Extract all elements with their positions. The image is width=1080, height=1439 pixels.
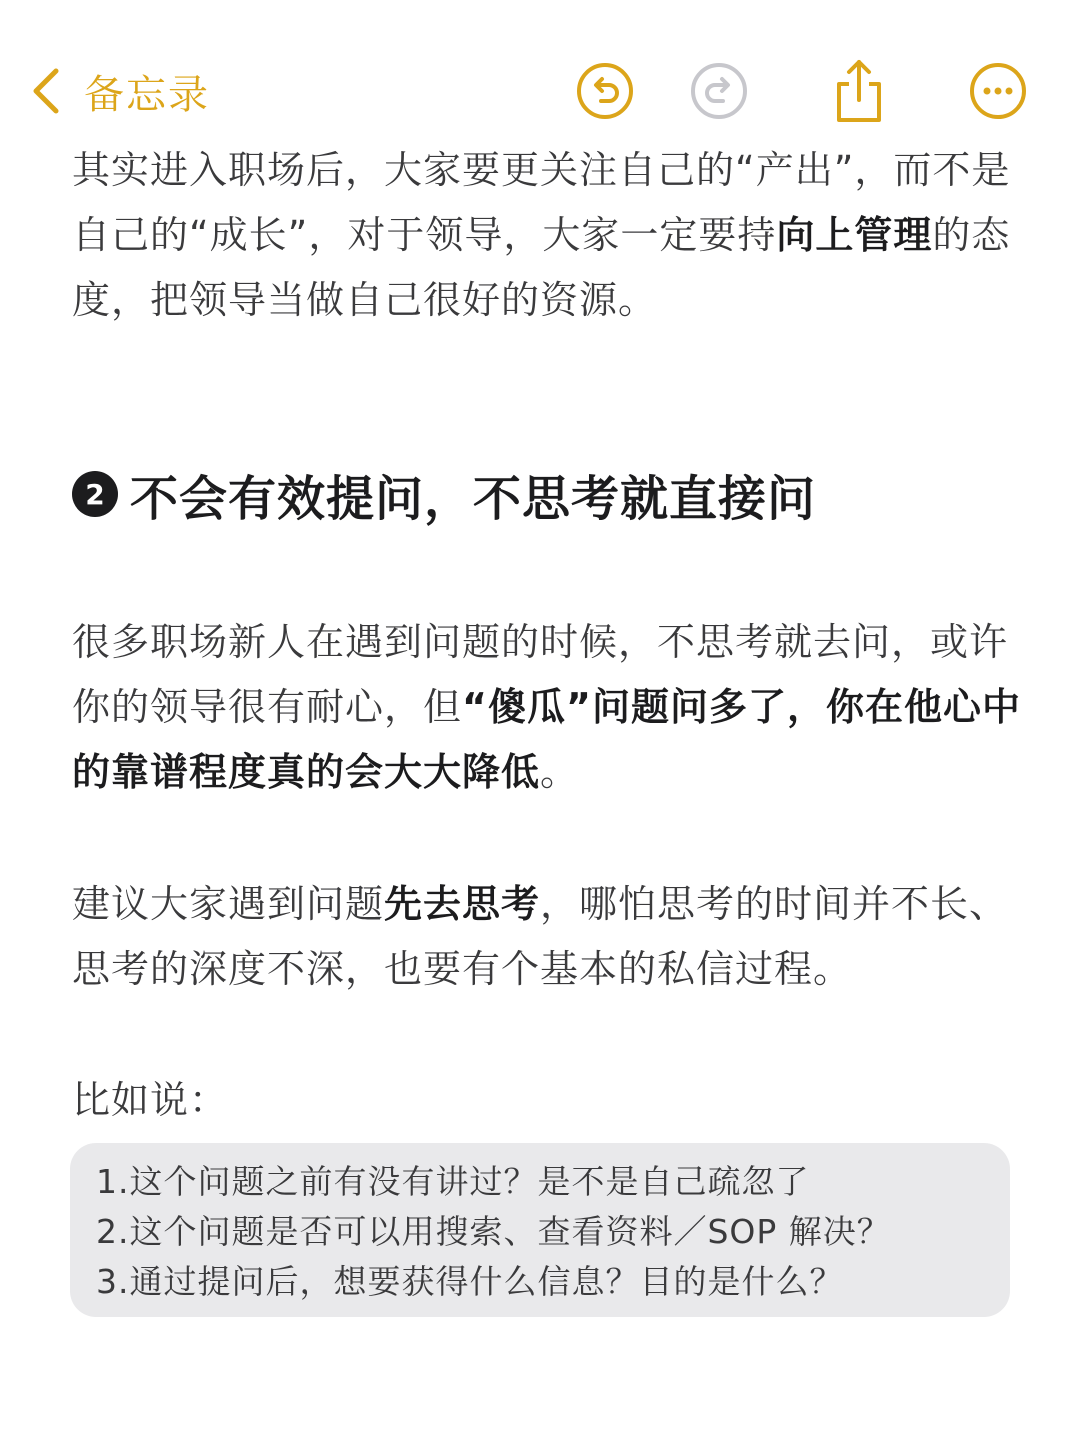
paragraph-asking-text: 很多职场新人在遇到问题的时候，不思考就去问，或许你的领导很有耐心，但 [72,620,1009,729]
list-item: 2.这个问题是否可以用搜索、查看资料／SOP 解决？ [96,1212,891,1251]
paragraph-thinking-text: 建议大家遇到问题 [72,882,385,926]
intro-text-end: 的态度，把领导当做自己很好的资源。 [72,213,1011,322]
back-button[interactable] [28,58,210,124]
paragraph-asking [72,610,1022,805]
paragraph-thinking-end: ，哪怕思考的时间并不长、思考的深度不深，也要有个基本的私信过程。 [72,882,1009,991]
intro-text: 其实进入职场后，大家要更关注自己的“产出”，而不是自己的“成长”，对于领导，大家一定要持 [72,148,1011,257]
list-item: 3.通过提问后，想要获得什么信息？目的是什么？ [96,1262,844,1301]
paragraph-thinking [72,872,1022,1002]
chevron-left-icon [28,66,64,116]
list-item: 1.这个问题之前有没有讲过？是不是自己疏忽了 [96,1162,810,1201]
paragraph-asking-end: 。 [540,750,580,794]
intro-bold: 向上管理 [776,213,933,257]
section-title: 不会有效提问，不思考就直接问 [130,470,817,527]
share-icon[interactable] [829,58,889,124]
undo-icon[interactable] [575,61,635,121]
back-label: 备忘录 [84,71,210,118]
quote-block [70,1143,1010,1317]
paragraph-thinking-bold: 先去思考 [384,882,541,926]
example-intro: 比如说： [72,1078,229,1122]
number-badge: 2 [72,471,118,517]
paragraph-example [72,1068,1022,1133]
navigation-bar [0,58,1080,128]
redo-icon[interactable] [689,61,749,121]
paragraph-asking-bold: “傻瓜”问题问多了，你在他心中的靠谱程度真的会大大降低 [72,685,1021,794]
more-icon[interactable] [968,61,1028,121]
section-heading [72,462,816,526]
intro-paragraph [72,138,1012,333]
